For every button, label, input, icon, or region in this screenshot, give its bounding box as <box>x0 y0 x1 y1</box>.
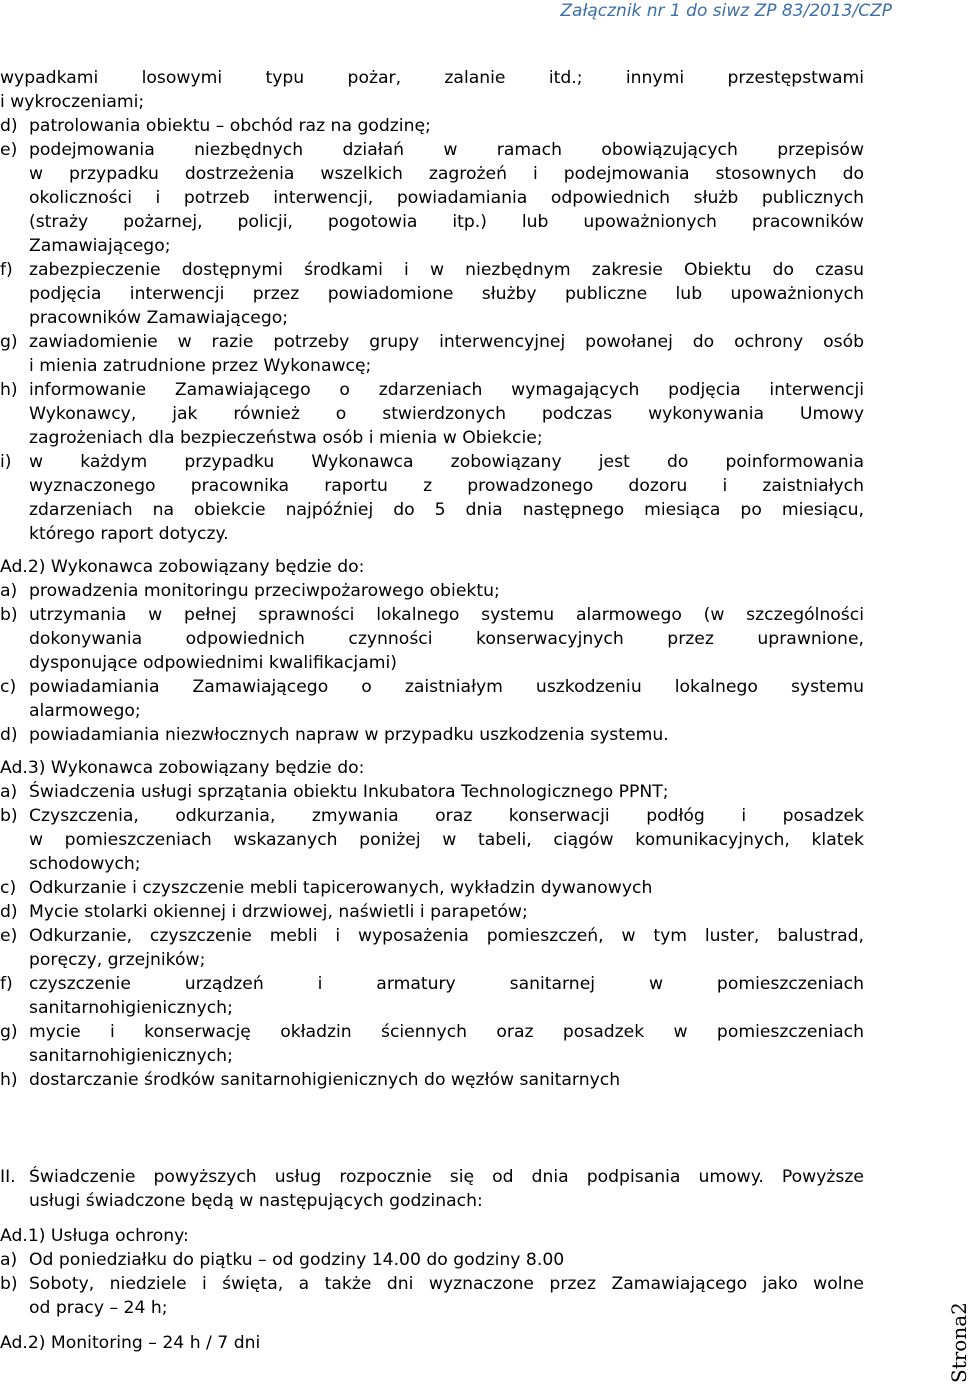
section-text: usługi świadczone będą w następujących godzinach: <box>29 1191 483 1211</box>
list-item-label: i) <box>0 452 12 472</box>
list-item-text: Odkurzanie i czyszczenie mebli tapicerowanych, wykładzin dywanowych <box>29 878 653 898</box>
list-section-1 <box>0 114 864 546</box>
heading-ad1b: Ad.1) Usługa ochrony: <box>0 1226 189 1246</box>
list-item-label: h) <box>0 380 18 400</box>
list-item-text: wyznaczonego pracownika raportu z prowadzonego dozoru i zaistniałych <box>29 476 864 496</box>
list-item-line <box>0 675 864 699</box>
heading-ad3: Ad.3) Wykonawca zobowiązany będzie do: <box>0 758 365 778</box>
section-heading <box>0 756 864 780</box>
list-item-label: c) <box>0 677 17 697</box>
list-item-line <box>0 426 864 450</box>
list-item-text: zdarzeniach na obiekcie najpóźniej do 5 dnia następnego miesiąca po miesiącu, <box>29 500 864 520</box>
list-item-line <box>0 876 864 900</box>
document-header: Załącznik nr 1 do siwz ZP 83/2013/CZP <box>560 1 892 21</box>
list-item-label: a) <box>0 782 18 802</box>
section-text: Świadczenie powyższych usług rozpocznie się od dnia podpisania umowy. Powyższe <box>29 1167 864 1187</box>
list-item-label: g) <box>0 1022 18 1042</box>
document-body <box>0 66 864 1355</box>
list-item-line <box>0 1272 864 1296</box>
list-item-label: b) <box>0 605 18 625</box>
list-item-line <box>0 924 864 948</box>
list-item-line <box>0 114 864 138</box>
list-item-line <box>0 402 864 426</box>
list-item-label: g) <box>0 332 18 352</box>
list-item-label: f) <box>0 260 13 280</box>
list-item-text: zawiadomienie w razie potrzeby grupy interwencyjnej powołanej do ochrony osób <box>29 332 864 352</box>
list-item-line <box>0 186 864 210</box>
list-item-text: schodowych; <box>29 854 141 874</box>
list-item-text: od pracy – 24 h; <box>29 1298 168 1318</box>
list-item-text: czyszczenie urządzeń i armatury sanitarnej w pomieszczeniach <box>29 974 864 994</box>
list-item-line <box>0 603 864 627</box>
list-item-text: w każdym przypadku Wykonawca zobowiązany jest do poinformowania <box>29 452 864 472</box>
list-item-text: okoliczności i potrzeb interwencji, powiadamiania odpowiednich służb publicznych <box>29 188 864 208</box>
list-item-text: Zamawiającego; <box>29 236 171 256</box>
section-heading <box>0 555 864 579</box>
list-item-line <box>0 948 864 972</box>
list-item-text: Czyszczenia, odkurzania, zmywania oraz konserwacji podłóg i posadzek <box>29 806 864 826</box>
list-item-text: Soboty, niedziele i święta, a także dni wyznaczone przez Zamawiającego jako wolne <box>29 1274 864 1294</box>
heading-ad2: Ad.2) Wykonawca zobowiązany będzie do: <box>0 557 365 577</box>
list-item-line <box>0 699 864 723</box>
list-item-text: w przypadku dostrzeżenia wszelkich zagrożeń i podejmowania stosownych do <box>29 164 864 184</box>
list-item-line <box>0 282 864 306</box>
list-item-line <box>0 780 864 804</box>
list-item-line <box>0 627 864 651</box>
list-item-line <box>0 804 864 828</box>
list-item-line <box>0 996 864 1020</box>
heading-ad2b: Ad.2) Monitoring – 24 h / 7 dni <box>0 1333 261 1353</box>
list-item-line <box>0 138 864 162</box>
list-item-line <box>0 522 864 546</box>
list-item-line <box>0 210 864 234</box>
list-item-line <box>0 828 864 852</box>
list-item-text: dysponujące odpowiednimi kwalifikacjami) <box>29 653 397 673</box>
list-item-label: a) <box>0 1250 18 1270</box>
section-number: II. <box>0 1167 16 1187</box>
list-item-text: patrolowania obiektu – obchód raz na godzinę; <box>29 116 431 136</box>
page-number: Strona2 <box>947 1302 971 1383</box>
list-section-4 <box>0 1248 864 1320</box>
paragraph-line <box>0 66 864 90</box>
list-item-text: podejmowania niezbędnych działań w ramach obowiązujących przepisów <box>29 140 864 160</box>
list-item-text: alarmowego; <box>29 701 141 721</box>
list-item-text: mycie i konserwację okładzin ściennych oraz posadzek w pomieszczeniach <box>29 1022 864 1042</box>
list-item-text: sanitarnohigienicznych; <box>29 998 233 1018</box>
list-item-text: i mienia zatrudnione przez Wykonawcę; <box>29 356 372 376</box>
list-item-label: c) <box>0 878 17 898</box>
list-item-line <box>0 579 864 603</box>
list-item-text: podjęcia interwencji przez powiadomione służby publiczne lub upoważnionych <box>29 284 864 304</box>
list-item-label: d) <box>0 725 18 745</box>
list-item-text: Świadczenia usługi sprzątania obiektu Inkubatora Technologicznego PPNT; <box>29 782 669 802</box>
list-item-label: h) <box>0 1070 18 1090</box>
list-item-line <box>0 1020 864 1044</box>
list-item-label: d) <box>0 902 18 922</box>
list-item-text: Odkurzanie, czyszczenie mebli i wyposażenia pomieszczeń, w tym luster, balustrad, <box>29 926 864 946</box>
list-item-line <box>0 1068 864 1092</box>
list-item-label: a) <box>0 581 18 601</box>
list-item-line <box>0 1189 864 1213</box>
list-item-line <box>0 162 864 186</box>
list-item-text: zagrożeniach dla bezpieczeństwa osób i mienia w Obiekcie; <box>29 428 543 448</box>
list-item-line <box>0 330 864 354</box>
section-heading <box>0 1224 864 1248</box>
list-item-label: b) <box>0 1274 18 1294</box>
paragraph-line <box>0 90 864 114</box>
list-item-text: dostarczanie środków sanitarnohigienicznych do węzłów sanitarnych <box>29 1070 621 1090</box>
list-item-text: (straży pożarnej, policji, pogotowia itp.) lub upoważnionych pracowników <box>29 212 864 232</box>
list-item-line <box>0 498 864 522</box>
section-ii <box>0 1165 864 1213</box>
list-item-line <box>0 234 864 258</box>
list-section-2 <box>0 579 864 747</box>
list-item-line <box>0 852 864 876</box>
list-item-text: informowanie Zamawiającego o zdarzeniach wymagających podjęcia interwencji <box>29 380 864 400</box>
list-item-text: pracowników Zamawiającego; <box>29 308 289 328</box>
list-item-line <box>0 1248 864 1272</box>
list-item-text: Od poniedziałku do piątku – od godziny 14.00 do godziny 8.00 <box>29 1250 565 1270</box>
list-item-line <box>0 378 864 402</box>
list-item-line <box>0 723 864 747</box>
list-item-text: w pomieszczeniach wskazanych poniżej w tabeli, ciągów komunikacyjnych, klatek <box>29 830 864 850</box>
list-item-label: f) <box>0 974 13 994</box>
text-line: wypadkami losowymi typu pożar, zalanie itd.; innymi przestępstwami <box>0 68 864 88</box>
list-item-text: poręczy, grzejników; <box>29 950 206 970</box>
list-item-label: e) <box>0 140 18 160</box>
list-item-line <box>0 1296 864 1320</box>
list-item-line <box>0 474 864 498</box>
list-item-line <box>0 651 864 675</box>
list-section-3 <box>0 780 864 1092</box>
text-line: i wykroczeniami; <box>0 92 145 112</box>
list-item-text: dokonywania odpowiednich czynności konserwacyjnych przez uprawnione, <box>29 629 864 649</box>
list-item-text: sanitarnohigienicznych; <box>29 1046 233 1066</box>
list-item-line <box>0 258 864 282</box>
list-item-text: prowadzenia monitoringu przeciwpożarowego obiektu; <box>29 581 500 601</box>
list-item-line <box>0 450 864 474</box>
list-item-line <box>0 1044 864 1068</box>
list-item-line <box>0 354 864 378</box>
list-item-text: Wykonawcy, jak również o stwierdzonych podczas wykonywania Umowy <box>29 404 864 424</box>
list-item-line <box>0 306 864 330</box>
list-item-text: powiadamiania Zamawiającego o zaistniałym uszkodzeniu lokalnego systemu <box>29 677 864 697</box>
list-item-text: powiadamiania niezwłocznych napraw w przypadku uszkodzenia systemu. <box>29 725 669 745</box>
list-item-label: e) <box>0 926 18 946</box>
list-item-label: b) <box>0 806 18 826</box>
list-item-line <box>0 1165 864 1189</box>
list-item-text: zabezpieczenie dostępnymi środkami i w niezbędnym zakresie Obiektu do czasu <box>29 260 864 280</box>
list-item-text: utrzymania w pełnej sprawności lokalnego systemu alarmowego (w szczególności <box>29 605 864 625</box>
list-item-line <box>0 900 864 924</box>
list-item-text: którego raport dotyczy. <box>29 524 229 544</box>
section-heading <box>0 1331 864 1355</box>
list-item-line <box>0 972 864 996</box>
list-item-label: d) <box>0 116 18 136</box>
list-item-text: Mycie stolarki okiennej i drzwiowej, naświetli i parapetów; <box>29 902 528 922</box>
